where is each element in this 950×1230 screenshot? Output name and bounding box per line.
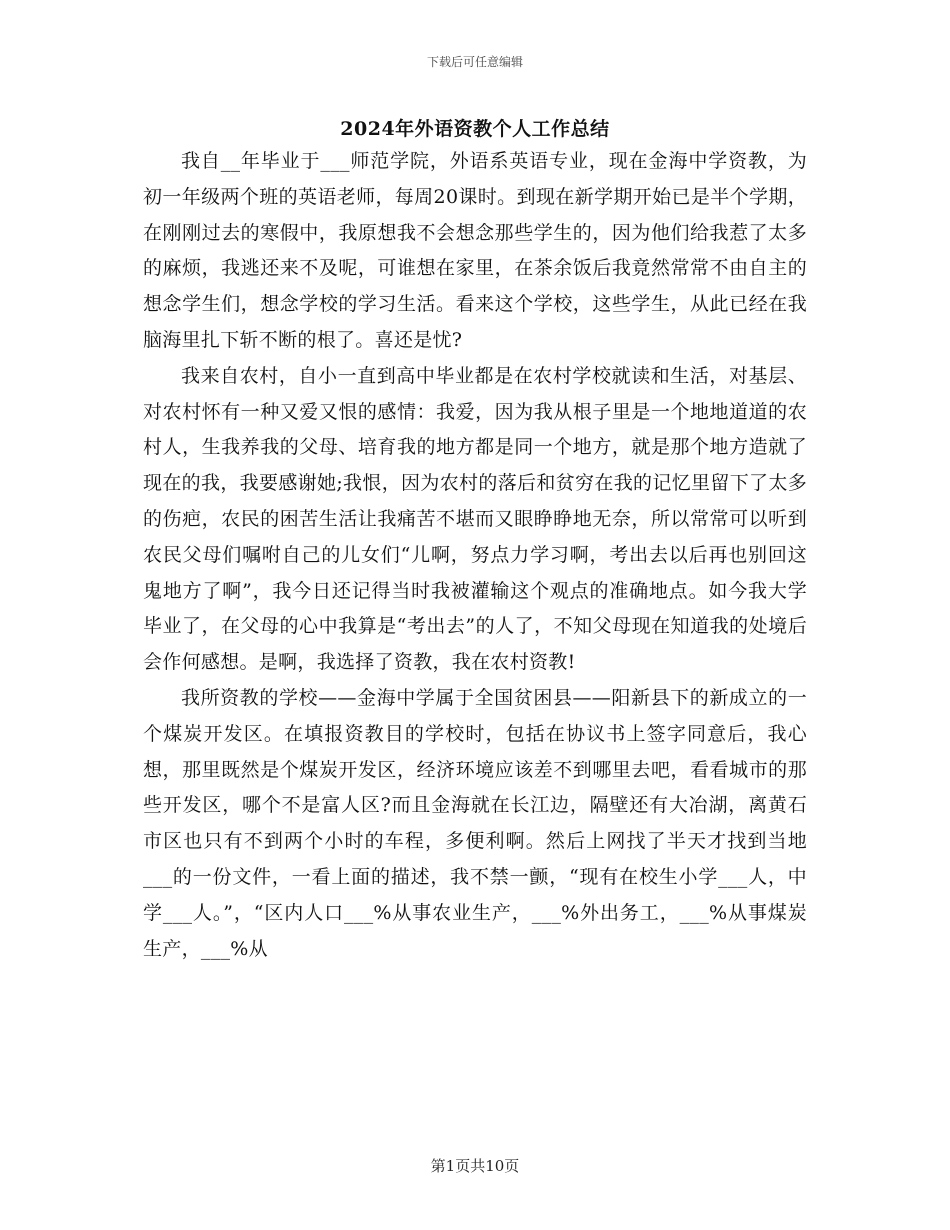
- page-footer-number: 第1页共10页: [430, 1157, 520, 1175]
- document-title: 2024年外语资教个人工作总结: [340, 118, 610, 140]
- paragraph-3: 我所资教的学校——金海中学属于全国贫困县——阳新县下的新成立的一个煤炭开发区。在填报资教目的学校时，包括在协议书上签字同意后，我心想，那里既然是个煤炭开发区，经济环境应该差不到哪里去吧，看看城市的那些开发区，哪个不是富人区?而且金海就在长江边，隔壁还有大冶湖，离黄石市区也只有不到两个小时的车程，多便利啊。然后上网找了半天才找到当地___的一份文件，一看上面的描述，我不禁一颤，“现有在校生小学___人，中学___人。”，“区内人口___%从事农业生产，___%外出务工，___%从事煤炭生产，___%从: [143, 686, 807, 960]
- document-body: [143, 144, 807, 967]
- paragraph-2: 我来自农村，自小一直到高中毕业都是在农村学校就读和生活，对基层、对农村怀有一种又爱又恨的感情：我爱，因为我从根子里是一个地地道道的农村人，生我养我的父母、培育我的地方都是同一个地方，就是那个地方造就了现在的我，我要感谢她;我恨，因为农村的落后和贫穷在我的记忆里留下了太多的伤疤，农民的困苦生活让我痛苦不堪而又眼睁睁地无奈，所以常常可以听到农民父母们嘱咐自己的儿女们“儿啊，努点力学习啊，考出去以后再也别回这鬼地方了啊”，我今日还记得当时我被灌输这个观点的准确地点。如今我大学毕业了，在父母的心中我算是“考出去”的人了，不知父母现在知道我的处境后会作何感想。是啊，我选择了资教，我在农村资教!: [143, 364, 807, 674]
- page-header-note: 下载后可任意编辑: [426, 55, 523, 69]
- paragraph-1: 我自__年毕业于___师范学院，外语系英语专业，现在金海中学资教，为初一年级两个班的英语老师，每周20课时。到现在新学期开始已是半个学期，在刚刚过去的寒假中，我原想我不会想念那些学生的，因为他们给我惹了太多的麻烦，我逃还来不及呢，可谁想在家里，在茶余饭后我竟然常常不由自主的想念学生们，想念学校的学习生活。看来这个学校，这些学生，从此已经在我脑海里扎下斩不断的根了。喜还是忧?: [143, 150, 807, 351]
